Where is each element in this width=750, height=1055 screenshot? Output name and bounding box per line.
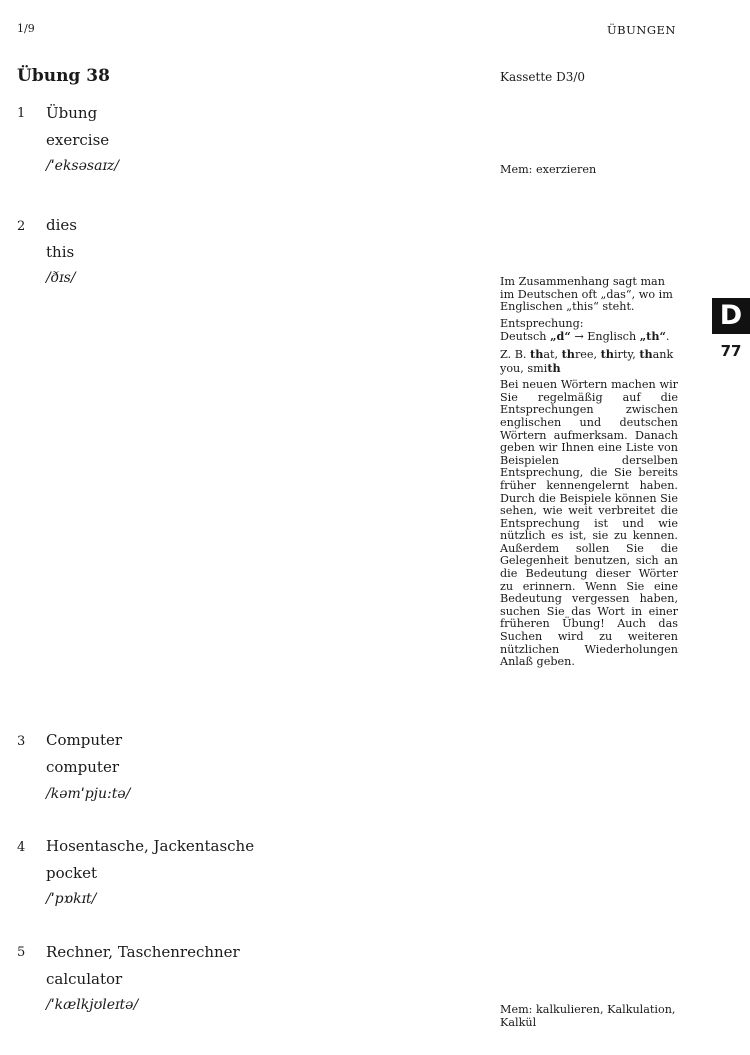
entry-german: Rechner, Taschenrechner	[46, 943, 240, 961]
entry-phonetic: /ˈpɒkɪt/	[46, 891, 97, 907]
context-note: Im Zusammenhang sagt man im Deutschen oft „das“, wo im Englischen „this“ steht.	[500, 275, 673, 314]
example-th: th	[530, 346, 544, 361]
entry-english: pocket	[46, 864, 98, 882]
correspondence-german: Deutsch	[500, 330, 551, 344]
chapter-page-number: 77	[720, 342, 742, 360]
correspondence-th: „th“	[639, 329, 666, 344]
entry-english: this	[46, 243, 75, 261]
example-rest: irty,	[613, 347, 640, 361]
examples-note	[500, 348, 678, 375]
correspondence-d: „d“	[550, 329, 571, 344]
entry-phonetic: /ˈeksəsaɪz/	[46, 158, 120, 174]
entry-english: computer	[46, 758, 119, 776]
example-th: th	[547, 360, 561, 375]
mem-note: Mem: kalkulieren, Kalkulation, Kalkül	[500, 1003, 676, 1029]
chapter-tab: D	[712, 298, 750, 334]
entry-german: Hosentasche, Jackentasche	[46, 837, 255, 855]
section-heading: ÜBUNGEN	[606, 23, 676, 37]
lesson-title: Übung 38	[17, 66, 110, 86]
correspondence-arrow: → Englisch	[570, 330, 640, 344]
entry-number: 2	[17, 219, 26, 234]
page-number: 1/9	[17, 22, 35, 35]
entry-english: calculator	[46, 970, 123, 988]
entry-number: 3	[17, 734, 26, 749]
example-rest: at,	[543, 347, 562, 361]
correspondence-end: .	[665, 330, 670, 344]
explanation-paragraph: Bei neuen Wörtern machen wir Sie regelmäßig auf die Entsprechungen zwischen englischen und deutschen Wörtern aufmerksam. Danach geben wir Ihnen eine Liste von Beispielen derselben Entsprechung, die Sie bereits früher kennengelernt haben. Durch die Beispiele können Sie sehen, wie weit verbreitet die Entsprechung ist und wie nützlich es ist, sie zu kennen. Außerdem sollen Sie die Gelegenheit benutzen, sich an die Bedeutung dieser Wörter zu erinnern. Wenn Sie eine Bedeutung vergessen haben, suchen Sie das Wort in einer früheren Übung! Auch das Suchen wird zu weiteren nützlichen Wiederholungen Anlaß geben.	[500, 378, 678, 669]
examples-prefix: Z. B.	[500, 347, 531, 361]
entry-number: 1	[17, 106, 26, 121]
correspondence-note	[500, 318, 678, 344]
example-th: th	[600, 346, 614, 361]
example-th: th	[639, 346, 653, 361]
correspondence-label: Entsprechung:	[500, 316, 584, 330]
entry-phonetic: /ˈkælkjʊleɪtə/	[46, 997, 139, 1013]
entry-german: dies	[46, 216, 77, 234]
example-th: th	[561, 346, 575, 361]
mem-note: Mem: exerzieren	[500, 163, 597, 176]
entry-german: Übung	[46, 104, 98, 122]
entry-german: Computer	[46, 731, 123, 749]
example-rest: ank you, smi	[500, 347, 674, 375]
entry-number: 5	[17, 945, 26, 960]
cassette-label: Kassette D3/0	[500, 70, 586, 84]
entry-phonetic: /ðɪs/	[46, 270, 76, 286]
note-block	[500, 276, 678, 673]
entry-phonetic: /kəmˈpju:tə/	[46, 786, 131, 802]
entry-number: 4	[17, 840, 26, 855]
entry-english: exercise	[46, 131, 110, 149]
example-rest: ree,	[574, 347, 601, 361]
